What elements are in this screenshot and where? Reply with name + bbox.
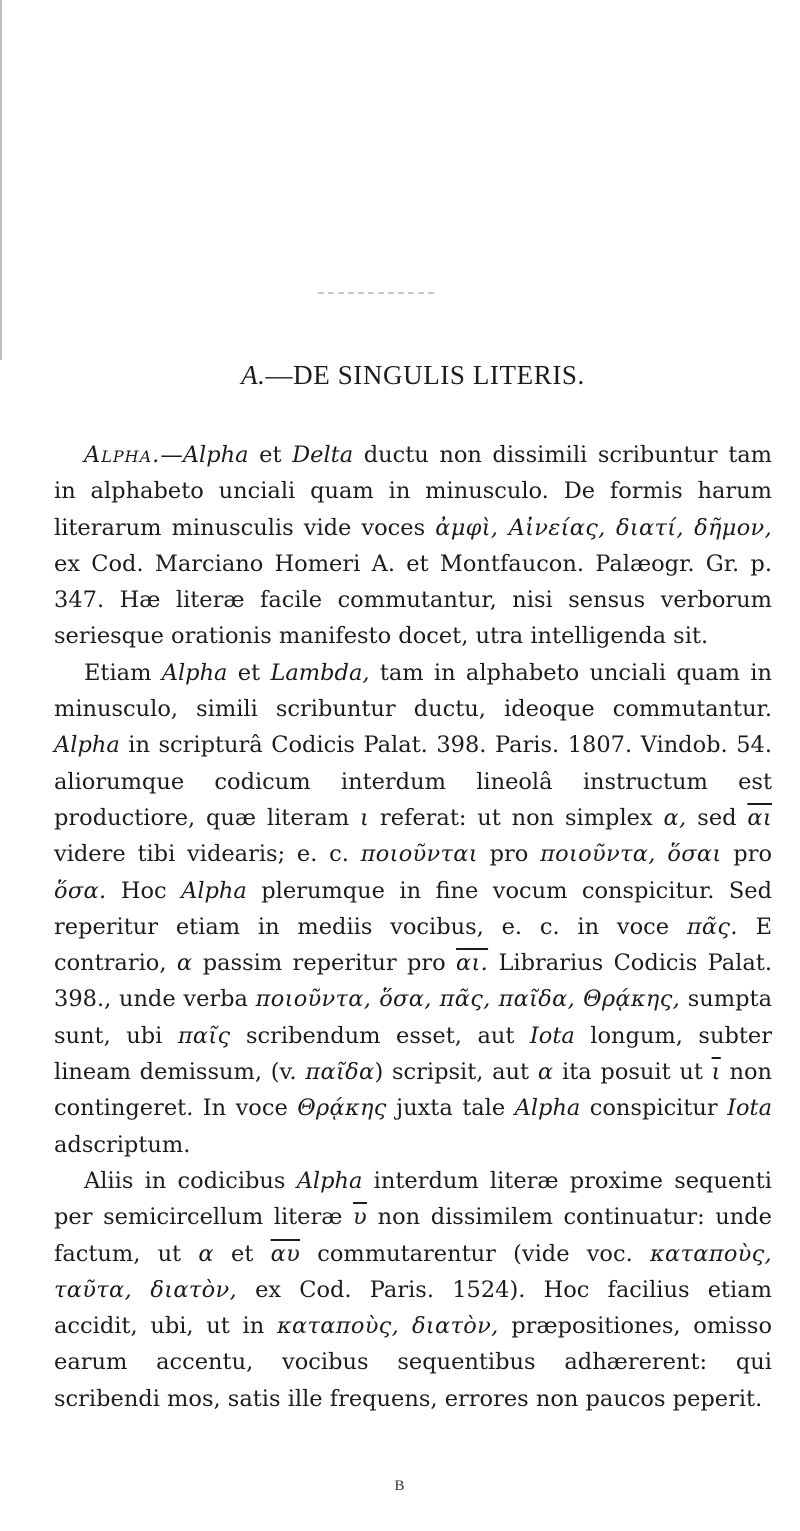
greek-word: ποιοῦντα, ὅσα, πᾶς, παῖδα, Θρᾴκης,	[255, 986, 681, 1013]
greek-ligature: $\overline{\upsilon}$	[353, 1204, 367, 1231]
paragraph	[54, 1163, 772, 1417]
text-run: ita posuit ut	[553, 1059, 712, 1086]
greek-ligature: $\overline{\alpha\iota}$	[747, 804, 772, 831]
greek-word: παῖς	[177, 1022, 231, 1049]
greek-word: α	[198, 1240, 214, 1267]
ornament-rule	[318, 292, 434, 294]
page-edge-rule	[0, 0, 2, 360]
text-run: præpositiones, omisso earum accentu, vocibus sequentibus adhærerent: qui scribendi mos, satis ille frequens, errores non paucos peperit.	[54, 1313, 772, 1412]
text-run: Hoc	[106, 877, 182, 904]
greek-word: α	[176, 950, 193, 977]
text-run: non dissimilem continuatur: unde factum, ut	[54, 1204, 772, 1267]
text-run: passim reperitur pro	[192, 950, 457, 977]
text-run: et	[213, 1240, 271, 1267]
text-run: E contrario,	[54, 913, 772, 977]
text-run: Etiam	[84, 659, 162, 686]
text-run: Librarius Codicis Palat. 398., unde verba	[54, 950, 772, 1013]
italic-term: Alpha	[296, 1167, 363, 1194]
text-run: interdum literæ proxime sequenti per semicircellum literæ	[54, 1167, 772, 1231]
paragraph-text	[54, 442, 772, 649]
italic-term: Lambda,	[270, 659, 370, 686]
italic-term: Iota	[727, 1095, 772, 1122]
text-run: scribendum esset, aut	[230, 1022, 530, 1049]
italic-term: Alpha	[54, 732, 120, 759]
text-run: plerumque in fine vocum conspicitur. Sed reperitur etiam in mediis vocibus, e. c. in voce	[54, 877, 772, 940]
heading-letter: A.	[241, 360, 266, 390]
text-run: in scripturâ Codicis Palat. 398. Paris. 1807. Vindob. 54. aliorumque codicum interdum lineolâ instructum est productiore, quæ literam	[54, 732, 772, 831]
italic-term: Alpha	[181, 877, 247, 904]
greek-word: ι	[359, 804, 370, 831]
italic-term: Delta	[292, 442, 354, 468]
text-run: et	[248, 442, 293, 468]
greek-word: ἀμφὶ, Αἰνείας, διατί, δῆμον,	[435, 514, 772, 541]
greek-ligature: αι.	[456, 950, 489, 977]
text-run: tam in alphabeto unciali quam in minusculo, simili scribuntur ductu, ideoque commutantur.	[54, 659, 772, 723]
text-run: ex Cod. Paris. 1524). Hoc facilius etiam accidit, ubi, ut in	[54, 1276, 773, 1340]
text-run: Aliis in codicibus	[84, 1167, 297, 1194]
greek-ligature: $\overline{\iota}$	[711, 1059, 721, 1086]
text-run	[656, 841, 668, 867]
heading-title: —DE SINGULIS LITERIS.	[265, 360, 585, 390]
text-run: non contingeret. In voce	[54, 1059, 773, 1122]
paragraph	[54, 437, 772, 655]
text-run: et	[227, 659, 271, 686]
signature-mark: B	[394, 1478, 406, 1494]
italic-term: Alpha	[182, 442, 249, 468]
text-run: ex Cod. Marciano Homeri A. et Montfaucon. Palæogr. Gr. p. 347. Hæ literæ facile commutantur, nisi sensus verborum seriesque orationis manifesto docet, utra intelligenda sit.	[54, 550, 772, 650]
greek-word: καταποὺς, διατὸν,	[276, 1313, 499, 1340]
text-run: adscriptum.	[54, 1131, 191, 1158]
greek-word: πᾶς.	[686, 913, 738, 940]
italic-term: Alpha	[161, 659, 228, 686]
paragraph	[54, 655, 772, 1163]
greek-word: παῖδα	[305, 1059, 375, 1086]
greek-ligature: $\overline{\alpha\upsilon}$	[270, 1240, 301, 1267]
text-run: videre tibi videaris; e. c.	[54, 841, 361, 868]
greek-word: Θρᾴκης	[297, 1095, 387, 1122]
paragraph-text	[54, 1168, 772, 1412]
section-heading	[54, 362, 772, 389]
text-run: pro	[477, 841, 541, 868]
text-run: sed	[686, 804, 748, 831]
paragraph-lead: Alpha.	[84, 442, 161, 468]
greek-word: ποιοῦνται	[360, 841, 478, 868]
text-run: ) scripsit, aut	[374, 1059, 538, 1086]
text-run: juxta tale	[386, 1095, 515, 1122]
text-run: commutarentur (vide voc.	[300, 1240, 650, 1267]
text-run: longum, subter lineam demissum, (v.	[54, 1022, 772, 1086]
greek-word: καταποὺς, ταῦτα, διατὸν,	[54, 1240, 772, 1303]
text-run: —	[160, 442, 183, 468]
text-run: pro	[721, 841, 773, 868]
text-run: conspicitur	[580, 1095, 728, 1122]
greek-word: ὅσαι	[667, 841, 722, 868]
text-run: referat: ut non simplex	[369, 804, 664, 831]
italic-term: Alpha	[514, 1095, 581, 1122]
italic-term: Iota	[529, 1022, 575, 1049]
paragraph-text	[54, 660, 772, 1158]
text-run: ductu non dissimili scribuntur tam in alphabeto unciali quam in minusculo. De formis harum literarum minusculis vide voces	[54, 442, 772, 541]
page-body	[54, 362, 772, 1417]
greek-word: ὅσα.	[54, 877, 107, 904]
greek-word: α,	[663, 804, 687, 831]
greek-word: ποιοῦντα,	[540, 841, 656, 868]
greek-word: α	[537, 1059, 554, 1086]
text-run: sumpta sunt, ubi	[54, 986, 772, 1049]
